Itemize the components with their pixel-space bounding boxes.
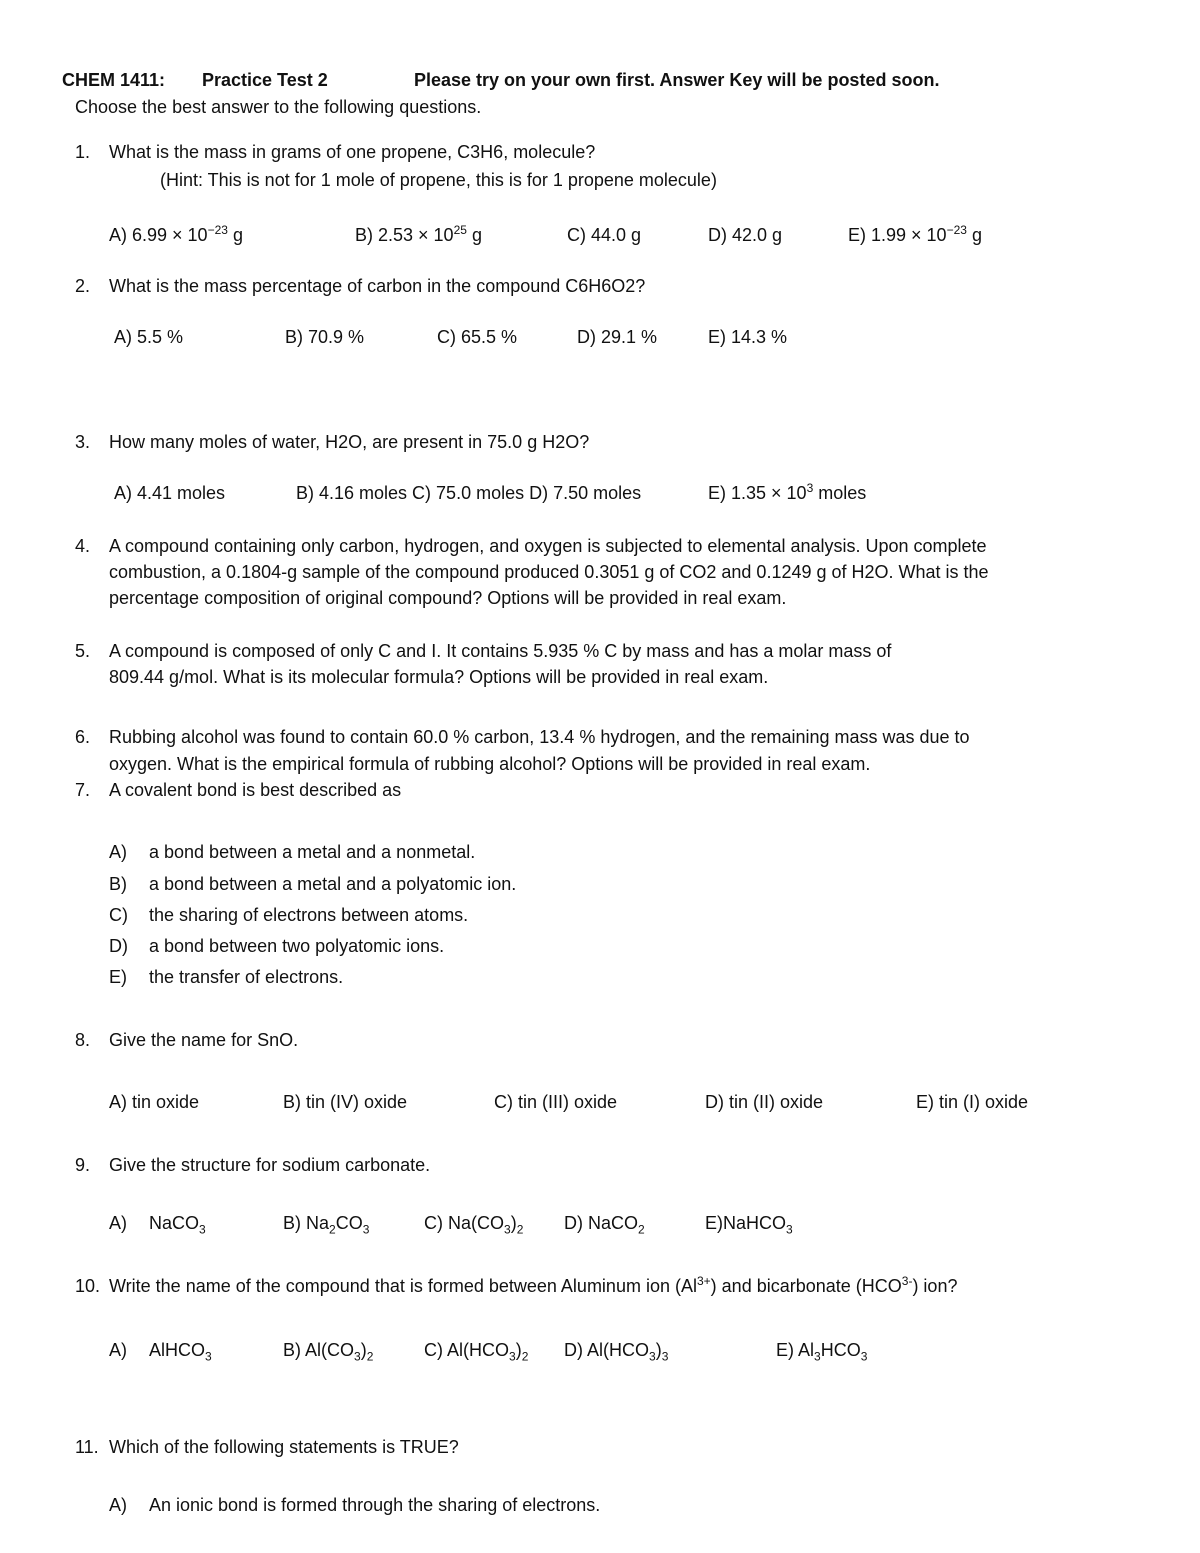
answer-option: NaCO$_3$	[149, 1213, 206, 1237]
question-text-line: combustion, a 0.1804-g sample of the compound produced 0.3051 g of CO2 and 0.1249 g of H2O. What is the	[109, 562, 989, 582]
answer-option: the sharing of electrons between atoms.	[149, 905, 469, 925]
answer-option: D) NaCO$_2$	[564, 1213, 645, 1237]
question-text: What is the mass in grams of one propene, C3H6, molecule?	[109, 142, 596, 162]
answer-option: the transfer of electrons.	[149, 967, 344, 987]
answer-option: B) 4.16 moles C) 75.0 moles D) 7.50 moles	[296, 483, 642, 503]
answer-option: E) $1.99 \times 10^{-23}$ g	[848, 223, 982, 245]
test-title: Practice Test 2	[202, 70, 328, 90]
answer-option: AlHCO$_3$	[149, 1340, 212, 1364]
answer-option: D) 42.0 g	[708, 225, 783, 245]
answer-option: C) 44.0 g	[567, 225, 642, 245]
question-text: Write the name of the compound that is formed between Aluminum ion $(Al^{3+})$ and bicarbonate $(HCO^{3-})$ ion?	[109, 1274, 958, 1296]
answer-option-letter: C)	[109, 905, 128, 925]
answer-option: B) $Al(CO_3)_2$	[283, 1340, 374, 1364]
answer-option: D) 29.1 %	[577, 327, 658, 347]
question-number: 3.	[75, 432, 91, 452]
answer-option-letter: B)	[109, 874, 127, 894]
answer-option: B) 70.9 %	[285, 327, 365, 347]
answer-option: E) tin (I) oxide	[916, 1092, 1029, 1112]
answer-option-letter: E)	[109, 967, 127, 987]
question-number: 7.	[75, 780, 91, 800]
question-text: Which of the following statements is TRUE?	[109, 1437, 459, 1457]
answer-option: E) $1.35 \times 10^3$ moles	[708, 481, 867, 503]
question-number: 9.	[75, 1155, 91, 1175]
answer-option: C) $Al(HCO_3)_2$	[424, 1340, 529, 1364]
answer-option: An ionic bond is formed through the sharing of electrons.	[149, 1495, 601, 1515]
answer-option: a bond between two polyatomic ions.	[149, 936, 445, 956]
question-number: 5.	[75, 641, 91, 661]
question-hint: (Hint: This is not for 1 mole of propene, this is for 1 propene molecule)	[160, 170, 717, 190]
answer-option-letter: A)	[109, 1213, 127, 1233]
answer-option: E) $Al_3HCO_3$	[776, 1340, 868, 1364]
course-code: CHEM 1411:	[62, 70, 166, 90]
question-number: 10.	[75, 1276, 101, 1296]
answer-option: A) 5.5 %	[114, 327, 184, 347]
question-number: 2.	[75, 276, 91, 296]
header-note: Please try on your own first. Answer Key will be posted soon.	[414, 70, 940, 90]
question-text-line: percentage composition of original compound? Options will be provided in real exam.	[109, 588, 787, 608]
question-text: Give the name for SnO.	[109, 1030, 299, 1050]
answer-option: a bond between a metal and a nonmetal.	[149, 842, 476, 862]
question-text-line: A compound is composed of only C and I. It contains 5.935 % C by mass and has a molar mass of	[109, 641, 892, 661]
answer-option-letter: A)	[109, 842, 127, 862]
question-number: 6.	[75, 727, 91, 747]
question-text: What is the mass percentage of carbon in the compound C6H6O2?	[109, 276, 646, 296]
answer-option: C) 65.5 %	[437, 327, 518, 347]
answer-option-letter: A)	[109, 1495, 127, 1515]
answer-option: A) $6.99 \times 10^{-23}$ g	[109, 223, 243, 245]
question-text-line: oxygen. What is the empirical formula of rubbing alcohol? Options will be provided in real exam.	[109, 754, 871, 774]
question-text-line: A compound containing only carbon, hydrogen, and oxygen is subjected to elemental analysis. Upon complete	[109, 536, 987, 556]
question-text-line: 809.44 g/mol. What is its molecular formula? Options will be provided in real exam.	[109, 667, 769, 687]
answer-option: E) 14.3 %	[708, 327, 788, 347]
answer-option: D) tin (II) oxide	[705, 1092, 824, 1112]
answer-option: A) tin oxide	[109, 1092, 200, 1112]
question-number: 1.	[75, 142, 91, 162]
question-text: A covalent bond is best described as	[109, 780, 402, 800]
question-number: 4.	[75, 536, 91, 556]
answer-option: B) $2.53 \times 10^{25}$ g	[355, 223, 482, 245]
answer-option-letter: D)	[109, 936, 128, 956]
answer-option-letter: A)	[109, 1340, 127, 1360]
answer-option: C) $Na(CO_3)_2$	[424, 1213, 524, 1237]
answer-option: C) tin (III) oxide	[494, 1092, 618, 1112]
instructions: Choose the best answer to the following questions.	[75, 97, 482, 117]
question-text-line: Rubbing alcohol was found to contain 60.0 % carbon, 13.4 % hydrogen, and the remaining mass was due to	[109, 727, 970, 747]
answer-option: D) $Al(HCO_3)_3$	[564, 1340, 669, 1364]
answer-option: E)NaHCO$_3$	[705, 1213, 793, 1237]
question-text: How many moles of water, H2O, are present in 75.0 g H2O?	[109, 432, 590, 452]
answer-option: B) tin (IV) oxide	[283, 1092, 408, 1112]
question-text: Give the structure for sodium carbonate.	[109, 1155, 431, 1175]
answer-option: B) $Na_2CO_3$	[283, 1213, 370, 1237]
question-number: 8.	[75, 1030, 91, 1050]
question-number: 11.	[75, 1437, 99, 1457]
answer-option: a bond between a metal and a polyatomic ion.	[149, 874, 517, 894]
answer-option: A) 4.41 moles	[114, 483, 226, 503]
